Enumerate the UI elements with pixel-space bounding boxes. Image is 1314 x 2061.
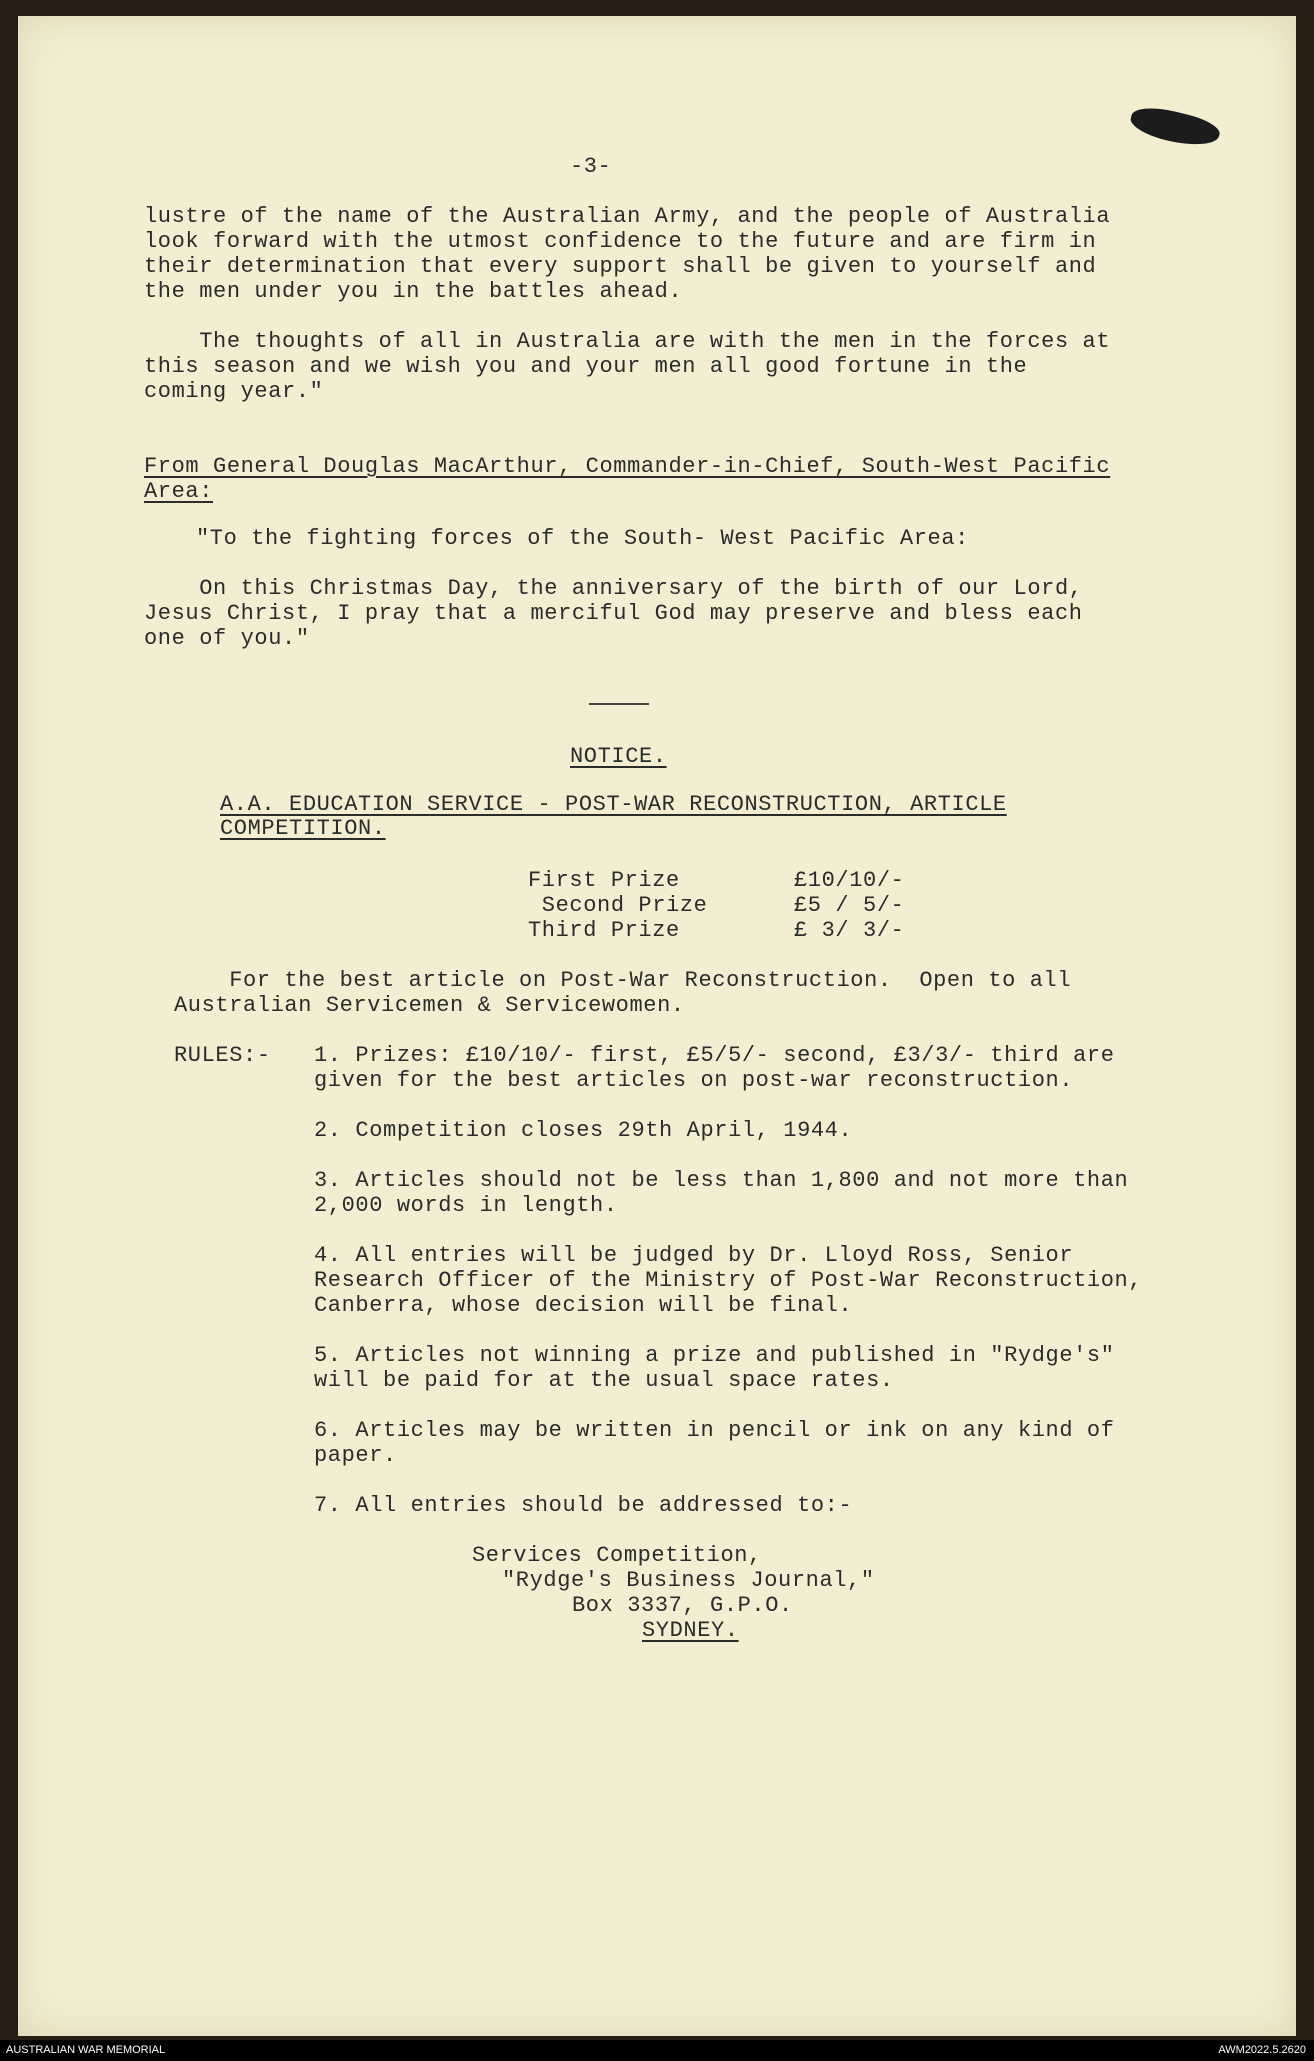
rule-line: 6. Articles may be written in pencil or ink on any kind of bbox=[314, 1418, 1115, 1443]
separator-line bbox=[589, 703, 649, 705]
page-number: -3- bbox=[570, 154, 612, 179]
rule-line: 3. Articles should not be less than 1,800 and not more than bbox=[314, 1168, 1129, 1193]
competition-title: COMPETITION. bbox=[220, 816, 386, 841]
address-line: Box 3337, G.P.O. bbox=[572, 1593, 793, 1618]
rule-line: paper. bbox=[314, 1443, 397, 1468]
document-page bbox=[18, 16, 1296, 2036]
prize-label: Third Prize bbox=[528, 918, 680, 943]
text-line: this season and we wish you and your men all good fortune in the bbox=[144, 354, 1028, 379]
rule-line: 1. Prizes: £10/10/- first, £5/5/- second, £3/3/- third are bbox=[314, 1043, 1115, 1068]
footer-source: AUSTRALIAN WAR MEMORIAL bbox=[6, 2044, 166, 2056]
text-line: For the best article on Post-War Reconstruction. Open to all bbox=[174, 968, 1072, 993]
notice-title: NOTICE. bbox=[570, 744, 667, 769]
text-line: one of you." bbox=[144, 626, 310, 651]
macarthur-heading: From General Douglas MacArthur, Commander-in-Chief, South-West Pacific bbox=[144, 454, 1111, 479]
salutation: "To the fighting forces of the South- West Pacific Area: bbox=[196, 526, 969, 551]
text-line: Australian Servicemen & Servicewomen. bbox=[174, 993, 685, 1018]
footer-bar bbox=[0, 2040, 1314, 2061]
rule-line: 2,000 words in length. bbox=[314, 1193, 618, 1218]
text-line: Jesus Christ, I pray that a merciful God may preserve and bless each bbox=[144, 601, 1083, 626]
prize-label: Second Prize bbox=[528, 893, 708, 918]
rule-line: 7. All entries should be addressed to:- bbox=[314, 1493, 853, 1518]
prize-amount: £10/10/- bbox=[794, 868, 905, 893]
text-line: coming year." bbox=[144, 379, 324, 404]
prize-amount: £5 / 5/- bbox=[794, 893, 905, 918]
rule-line: 2. Competition closes 29th April, 1944. bbox=[314, 1118, 853, 1143]
competition-title: A.A. EDUCATION SERVICE - POST-WAR RECONSTRUCTION, ARTICLE bbox=[220, 792, 1007, 817]
ink-smudge bbox=[1128, 102, 1223, 153]
address-line: Services Competition, bbox=[472, 1543, 762, 1568]
rule-line: Research Officer of the Ministry of Post-War Reconstruction, bbox=[314, 1268, 1143, 1293]
rule-line: 4. All entries will be judged by Dr. Lloyd Ross, Senior bbox=[314, 1243, 1074, 1268]
address-line: SYDNEY. bbox=[642, 1618, 739, 1643]
footer-accession: AWM2022.5.2620 bbox=[1218, 2044, 1306, 2056]
text-line: lustre of the name of the Australian Army, and the people of Australia bbox=[144, 204, 1111, 229]
prize-label: First Prize bbox=[528, 868, 680, 893]
rule-line: given for the best articles on post-war reconstruction. bbox=[314, 1068, 1074, 1093]
rule-line: will be paid for at the usual space rates. bbox=[314, 1368, 894, 1393]
rule-line: Canberra, whose decision will be final. bbox=[314, 1293, 853, 1318]
text-line: the men under you in the battles ahead. bbox=[144, 279, 683, 304]
rule-line: 5. Articles not winning a prize and published in "Rydge's" bbox=[314, 1343, 1115, 1368]
text-line: The thoughts of all in Australia are with the men in the forces at bbox=[144, 329, 1111, 354]
rules-label: RULES:- bbox=[174, 1043, 271, 1068]
text-line: their determination that every support shall be given to yourself and bbox=[144, 254, 1097, 279]
text-line: look forward with the utmost confidence to the future and are firm in bbox=[144, 229, 1097, 254]
address-line: "Rydge's Business Journal," bbox=[502, 1568, 875, 1593]
text-line: On this Christmas Day, the anniversary of the birth of our Lord, bbox=[144, 576, 1083, 601]
macarthur-heading: Area: bbox=[144, 479, 214, 504]
prize-amount: £ 3/ 3/- bbox=[794, 918, 905, 943]
